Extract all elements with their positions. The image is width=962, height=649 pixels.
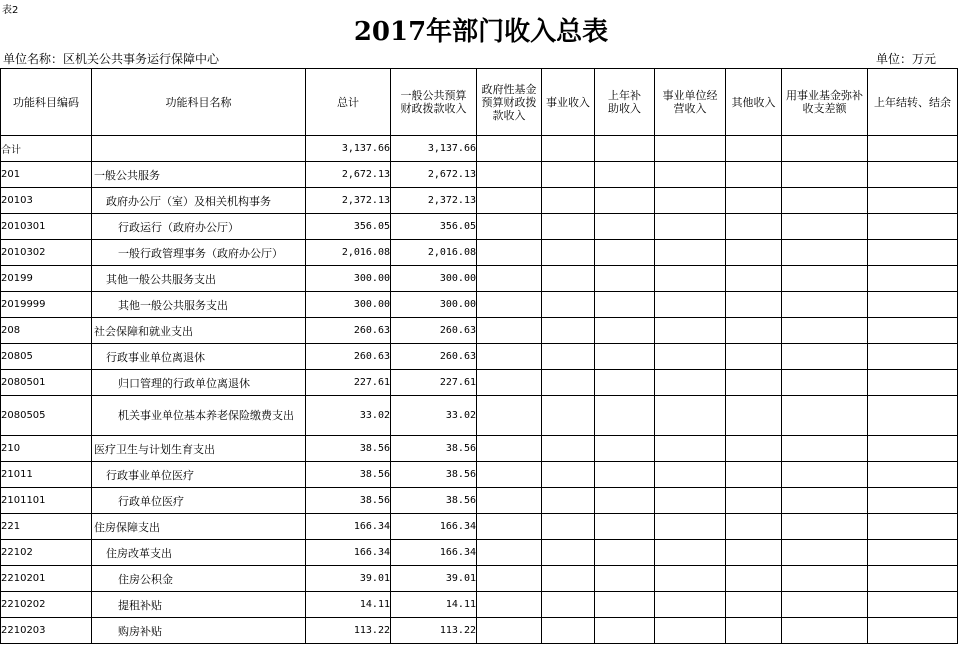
row-code: 2210202 <box>1 592 92 618</box>
table-row <box>1 214 958 240</box>
row-total: 2,016.08 <box>306 240 391 266</box>
row-code: 208 <box>1 318 92 344</box>
empty-cell <box>868 318 958 344</box>
empty-cell <box>726 618 782 644</box>
empty-cell <box>726 488 782 514</box>
table-row <box>1 162 958 188</box>
empty-cell <box>595 436 655 462</box>
empty-cell <box>782 488 868 514</box>
empty-cell <box>542 136 595 162</box>
empty-cell <box>477 188 542 214</box>
row-name: 提租补贴 <box>92 592 306 618</box>
table-row <box>1 266 958 292</box>
header-operating-income: 事业单位经营收入 <box>655 69 726 136</box>
empty-cell <box>595 618 655 644</box>
empty-cell <box>782 292 868 318</box>
row-total: 227.61 <box>306 370 391 396</box>
row-code: 2080501 <box>1 370 92 396</box>
row-name: 住房公积金 <box>92 566 306 592</box>
empty-cell <box>782 162 868 188</box>
table-row <box>1 436 958 462</box>
empty-cell <box>595 396 655 436</box>
empty-cell <box>726 396 782 436</box>
empty-cell <box>782 566 868 592</box>
empty-cell <box>542 266 595 292</box>
row-general: 113.22 <box>391 618 477 644</box>
empty-cell <box>868 488 958 514</box>
table-row <box>1 514 958 540</box>
empty-cell <box>477 488 542 514</box>
empty-cell <box>868 136 958 162</box>
empty-cell <box>782 396 868 436</box>
row-code: 2019999 <box>1 292 92 318</box>
row-total: 356.05 <box>306 214 391 240</box>
empty-cell <box>595 462 655 488</box>
empty-cell <box>477 214 542 240</box>
page-title: 2017年部门收入总表 <box>353 17 609 47</box>
empty-cell <box>595 240 655 266</box>
empty-cell <box>542 462 595 488</box>
row-code: 221 <box>1 514 92 540</box>
empty-cell <box>726 240 782 266</box>
empty-cell <box>542 436 595 462</box>
row-name: 其他一般公共服务支出 <box>92 266 306 292</box>
empty-cell <box>782 436 868 462</box>
table-row <box>1 370 958 396</box>
empty-cell <box>726 162 782 188</box>
table-row <box>1 318 958 344</box>
empty-cell <box>726 462 782 488</box>
empty-cell <box>726 540 782 566</box>
empty-cell <box>655 370 726 396</box>
empty-cell <box>595 592 655 618</box>
empty-cell <box>655 136 726 162</box>
header-business-income: 事业收入 <box>542 69 595 136</box>
header-other-income: 其他收入 <box>726 69 782 136</box>
empty-cell <box>595 188 655 214</box>
row-name: 一般公共服务 <box>92 162 306 188</box>
row-general: 3,137.66 <box>391 136 477 162</box>
empty-cell <box>477 292 542 318</box>
header-total: 总计 <box>306 69 391 136</box>
empty-cell <box>655 162 726 188</box>
empty-cell <box>477 136 542 162</box>
row-total: 38.56 <box>306 436 391 462</box>
empty-cell <box>477 344 542 370</box>
empty-cell <box>726 292 782 318</box>
header-code: 功能科目编码 <box>1 69 92 136</box>
table-row <box>1 566 958 592</box>
empty-cell <box>542 566 595 592</box>
empty-cell <box>595 266 655 292</box>
row-name: 行政运行（政府办公厅） <box>92 214 306 240</box>
empty-cell <box>595 370 655 396</box>
empty-cell <box>477 618 542 644</box>
unit-label: 单位：万元 <box>875 52 936 66</box>
row-general: 166.34 <box>391 514 477 540</box>
row-general: 300.00 <box>391 266 477 292</box>
empty-cell <box>726 566 782 592</box>
empty-cell <box>655 540 726 566</box>
empty-cell <box>542 188 595 214</box>
empty-cell <box>868 240 958 266</box>
empty-cell <box>655 618 726 644</box>
row-name: 一般行政管理事务（政府办公厅） <box>92 240 306 266</box>
empty-cell <box>655 436 726 462</box>
empty-cell <box>477 540 542 566</box>
empty-cell <box>726 188 782 214</box>
row-general: 38.56 <box>391 488 477 514</box>
row-general: 356.05 <box>391 214 477 240</box>
row-code: 21011 <box>1 462 92 488</box>
empty-cell <box>655 214 726 240</box>
table-row <box>1 188 958 214</box>
empty-cell <box>477 266 542 292</box>
row-total: 300.00 <box>306 266 391 292</box>
empty-cell <box>726 592 782 618</box>
empty-cell <box>726 318 782 344</box>
empty-cell <box>477 462 542 488</box>
table-row <box>1 592 958 618</box>
empty-cell <box>868 514 958 540</box>
empty-cell <box>595 136 655 162</box>
empty-cell <box>655 396 726 436</box>
empty-cell <box>542 240 595 266</box>
empty-cell <box>868 344 958 370</box>
row-name: 其他一般公共服务支出 <box>92 292 306 318</box>
empty-cell <box>782 540 868 566</box>
row-code: 2210201 <box>1 566 92 592</box>
empty-cell <box>655 488 726 514</box>
table-row <box>1 618 958 644</box>
empty-cell <box>655 240 726 266</box>
table-row <box>1 240 958 266</box>
row-name: 住房改革支出 <box>92 540 306 566</box>
empty-cell <box>868 592 958 618</box>
row-total: 166.34 <box>306 514 391 540</box>
empty-cell <box>542 396 595 436</box>
row-general: 39.01 <box>391 566 477 592</box>
empty-cell <box>655 566 726 592</box>
empty-cell <box>595 292 655 318</box>
unit-name: 单位名称：区机关公共事务运行保障中心 <box>3 52 220 66</box>
empty-cell <box>782 514 868 540</box>
empty-cell <box>655 292 726 318</box>
empty-cell <box>595 344 655 370</box>
unit-row <box>0 49 936 67</box>
empty-cell <box>477 318 542 344</box>
row-name: 购房补贴 <box>92 618 306 644</box>
empty-cell <box>595 162 655 188</box>
empty-cell <box>782 136 868 162</box>
empty-cell <box>726 136 782 162</box>
table-row <box>1 136 958 162</box>
row-name: 行政事业单位离退休 <box>92 344 306 370</box>
row-name <box>92 136 306 162</box>
row-code: 2101101 <box>1 488 92 514</box>
header-gov-fund: 政府性基金预算财政拨款收入 <box>477 69 542 136</box>
empty-cell <box>477 592 542 618</box>
row-general: 166.34 <box>391 540 477 566</box>
row-total: 3,137.66 <box>306 136 391 162</box>
row-code: 210 <box>1 436 92 462</box>
row-general: 2,372.13 <box>391 188 477 214</box>
row-general: 2,016.08 <box>391 240 477 266</box>
empty-cell <box>782 344 868 370</box>
row-name: 政府办公厅（室）及相关机构事务 <box>92 188 306 214</box>
empty-cell <box>868 396 958 436</box>
empty-cell <box>782 462 868 488</box>
row-general: 33.02 <box>391 396 477 436</box>
row-general: 2,672.13 <box>391 162 477 188</box>
empty-cell <box>477 162 542 188</box>
row-name: 社会保障和就业支出 <box>92 318 306 344</box>
empty-cell <box>868 292 958 318</box>
row-general: 300.00 <box>391 292 477 318</box>
table-row <box>1 292 958 318</box>
empty-cell <box>542 540 595 566</box>
empty-cell <box>477 370 542 396</box>
row-total: 2,372.13 <box>306 188 391 214</box>
row-general: 38.56 <box>391 436 477 462</box>
table-row <box>1 344 958 370</box>
row-general: 38.56 <box>391 462 477 488</box>
empty-cell <box>595 318 655 344</box>
row-code: 合计 <box>1 136 92 162</box>
row-code: 2210203 <box>1 618 92 644</box>
empty-cell <box>726 266 782 292</box>
row-general: 14.11 <box>391 592 477 618</box>
empty-cell <box>655 318 726 344</box>
empty-cell <box>595 566 655 592</box>
table-row <box>1 540 958 566</box>
row-code: 2010302 <box>1 240 92 266</box>
empty-cell <box>868 370 958 396</box>
empty-cell <box>782 318 868 344</box>
empty-cell <box>655 592 726 618</box>
row-total: 260.63 <box>306 318 391 344</box>
empty-cell <box>595 540 655 566</box>
empty-cell <box>655 462 726 488</box>
empty-cell <box>726 214 782 240</box>
table-row <box>1 488 958 514</box>
empty-cell <box>477 240 542 266</box>
row-total: 38.56 <box>306 488 391 514</box>
empty-cell <box>782 592 868 618</box>
empty-cell <box>542 514 595 540</box>
empty-cell <box>726 344 782 370</box>
empty-cell <box>868 214 958 240</box>
empty-cell <box>782 214 868 240</box>
empty-cell <box>542 370 595 396</box>
header-fund-offset: 用事业基金弥补收支差额 <box>782 69 868 136</box>
table-row <box>1 462 958 488</box>
empty-cell <box>868 436 958 462</box>
empty-cell <box>477 436 542 462</box>
empty-cell <box>542 592 595 618</box>
header-general-budget: 一般公共预算财政拨款收入 <box>391 69 477 136</box>
header-carryover: 上年结转、结余 <box>868 69 958 136</box>
header-row <box>1 69 958 136</box>
empty-cell <box>542 162 595 188</box>
row-code: 201 <box>1 162 92 188</box>
row-name: 机关事业单位基本养老保险缴费支出 <box>92 396 306 436</box>
row-code: 22102 <box>1 540 92 566</box>
empty-cell <box>782 240 868 266</box>
empty-cell <box>782 618 868 644</box>
row-total: 260.63 <box>306 344 391 370</box>
row-name: 行政事业单位医疗 <box>92 462 306 488</box>
empty-cell <box>477 566 542 592</box>
row-code: 20199 <box>1 266 92 292</box>
row-code: 20103 <box>1 188 92 214</box>
row-general: 260.63 <box>391 318 477 344</box>
empty-cell <box>782 266 868 292</box>
empty-cell <box>655 514 726 540</box>
empty-cell <box>782 370 868 396</box>
header-name: 功能科目名称 <box>92 69 306 136</box>
row-general: 260.63 <box>391 344 477 370</box>
row-total: 300.00 <box>306 292 391 318</box>
row-total: 14.11 <box>306 592 391 618</box>
row-code: 2010301 <box>1 214 92 240</box>
empty-cell <box>868 188 958 214</box>
empty-cell <box>868 266 958 292</box>
empty-cell <box>542 292 595 318</box>
empty-cell <box>655 344 726 370</box>
empty-cell <box>726 370 782 396</box>
empty-cell <box>477 396 542 436</box>
row-total: 33.02 <box>306 396 391 436</box>
empty-cell <box>477 514 542 540</box>
empty-cell <box>595 488 655 514</box>
row-total: 38.56 <box>306 462 391 488</box>
empty-cell <box>542 618 595 644</box>
income-table <box>0 68 958 644</box>
row-code: 20805 <box>1 344 92 370</box>
empty-cell <box>868 566 958 592</box>
empty-cell <box>595 514 655 540</box>
row-code: 2080505 <box>1 396 92 436</box>
row-total: 166.34 <box>306 540 391 566</box>
row-total: 113.22 <box>306 618 391 644</box>
row-name: 归口管理的行政单位离退休 <box>92 370 306 396</box>
row-name: 住房保障支出 <box>92 514 306 540</box>
row-name: 行政单位医疗 <box>92 488 306 514</box>
row-general: 227.61 <box>391 370 477 396</box>
empty-cell <box>655 266 726 292</box>
empty-cell <box>655 188 726 214</box>
empty-cell <box>726 514 782 540</box>
empty-cell <box>595 214 655 240</box>
empty-cell <box>542 318 595 344</box>
empty-cell <box>868 162 958 188</box>
empty-cell <box>868 540 958 566</box>
empty-cell <box>542 488 595 514</box>
row-name: 医疗卫生与计划生育支出 <box>92 436 306 462</box>
row-total: 2,672.13 <box>306 162 391 188</box>
empty-cell <box>782 188 868 214</box>
header-prior-subsidy: 上年补助收入 <box>595 69 655 136</box>
table-row <box>1 396 958 436</box>
empty-cell <box>868 462 958 488</box>
sheet-tag: 表2 <box>2 5 19 16</box>
empty-cell <box>542 344 595 370</box>
empty-cell <box>726 436 782 462</box>
row-total: 39.01 <box>306 566 391 592</box>
empty-cell <box>542 214 595 240</box>
empty-cell <box>868 618 958 644</box>
